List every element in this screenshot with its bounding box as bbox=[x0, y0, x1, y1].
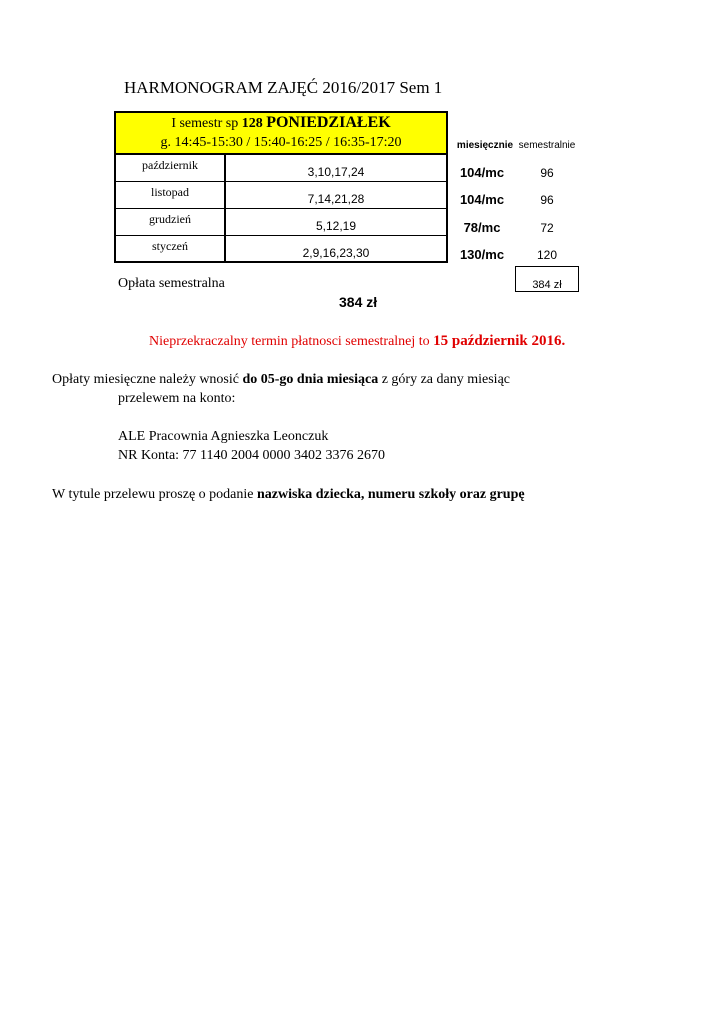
monthly-fee: 78/mc bbox=[463, 220, 501, 235]
month-cell: styczeń bbox=[116, 236, 226, 263]
month-cell: grudzień bbox=[116, 209, 226, 236]
semester-fee: 120 bbox=[536, 248, 558, 262]
monthly-fee: 104/mc bbox=[459, 165, 505, 180]
deadline-date: 15 październik 2016. bbox=[433, 333, 566, 349]
days-cell: 2,9,16,23,30 bbox=[302, 246, 370, 260]
payment-instruction bbox=[52, 372, 510, 388]
month-cell: listopad bbox=[116, 182, 226, 209]
account-number: NR Konta: 77 1140 2004 0000 3402 3376 2670 bbox=[118, 448, 386, 463]
table-row bbox=[116, 155, 446, 182]
payment-method: przelewem na konto: bbox=[118, 391, 236, 406]
payment-deadline bbox=[149, 333, 565, 350]
page-title: HARMONOGRAM ZAJĘĆ 2016/2017 Sem 1 bbox=[124, 78, 443, 97]
table-row bbox=[116, 182, 446, 209]
days-cell: 5,12,19 bbox=[315, 219, 357, 233]
days-cell: 3,10,17,24 bbox=[307, 165, 365, 179]
semester-fee-label: Opłata semestralna bbox=[118, 276, 225, 291]
semester-fee: 96 bbox=[540, 166, 554, 180]
month-cell: październik bbox=[116, 155, 226, 182]
semester-fee: 96 bbox=[540, 193, 554, 207]
table-row bbox=[116, 209, 446, 236]
semester-fee-total: 384 zł bbox=[339, 294, 378, 310]
day-name: PONIEDZIAŁEK bbox=[266, 114, 391, 131]
semester-prefix: I semestr sp bbox=[171, 116, 239, 131]
schedule-hours: g. 14:45-15:30 / 15:40-16:25 / 16:35-17:20 bbox=[160, 135, 402, 150]
transfer-title-instruction bbox=[52, 487, 525, 503]
monthly-fee: 130/mc bbox=[459, 247, 505, 262]
semester-column-header: semestralnie bbox=[518, 140, 576, 151]
semester-fee-box: 384 zł bbox=[515, 266, 579, 292]
transfer-title-required: nazwiska dziecka, numeru szkoły oraz grupę bbox=[257, 487, 525, 502]
monthly-fee: 104/mc bbox=[459, 192, 505, 207]
monthly-column-header: miesięcznie bbox=[456, 140, 514, 151]
table-row bbox=[116, 236, 446, 263]
payment-text-pre: Opłaty miesięczne należy wnosić bbox=[52, 372, 239, 387]
payment-due-day: do 05-go dnia miesiąca bbox=[242, 372, 379, 387]
account-name: ALE Pracownia Agnieszka Leonczuk bbox=[118, 429, 329, 444]
semester-fee: 72 bbox=[540, 221, 554, 235]
deadline-text: Nieprzekraczalny termin płatnosci semestralnej to bbox=[149, 334, 430, 349]
schedule-header-line1 bbox=[116, 114, 446, 132]
schedule-table bbox=[114, 111, 448, 263]
transfer-title-pre: W tytule przelewu proszę o podanie bbox=[52, 487, 254, 502]
days-cell: 7,14,21,28 bbox=[307, 192, 365, 206]
school-number: 128 bbox=[241, 116, 263, 131]
payment-text-post: z góry za dany miesiąc bbox=[381, 372, 510, 387]
schedule-header bbox=[116, 113, 446, 155]
